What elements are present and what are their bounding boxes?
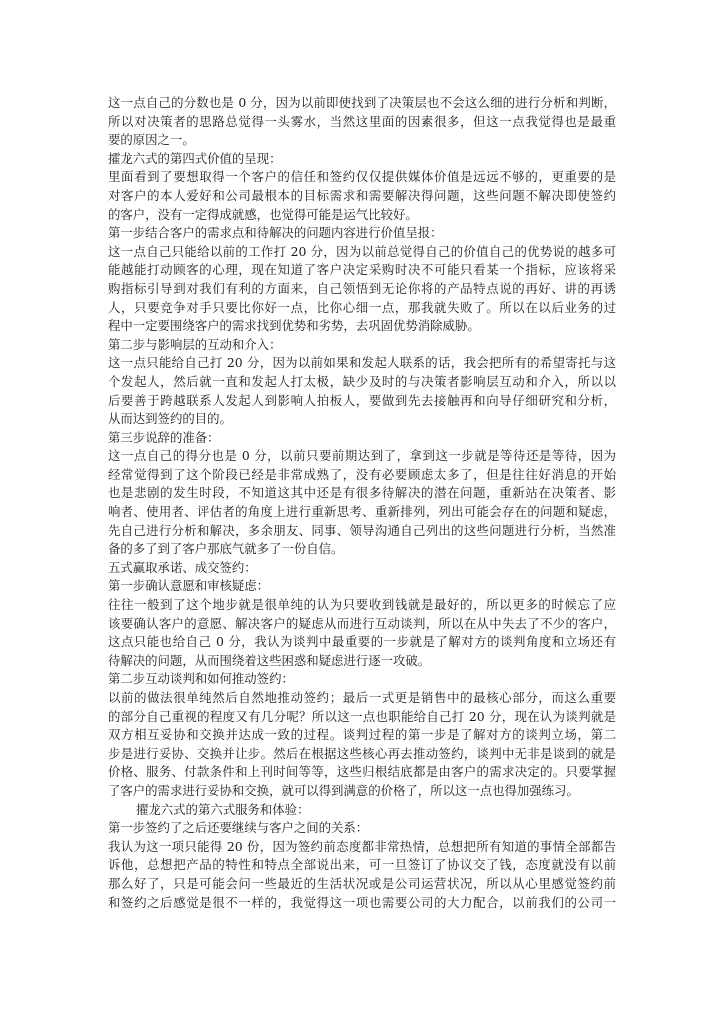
text-line: 先自己进行分析和解决，多余朋友、同事、领导沟通自己列出的这些问题进行分析，当然准 [108, 522, 616, 538]
text-line: 里面看到了要想取得一个客户的信任和签约仅仅提供媒体价值是远远不够的，更重要的是 [108, 169, 616, 185]
text-line: 以前的做法很单纯然后自然地推动签约；最后一式更是销售中的最核心部分，而这么重要 [108, 690, 616, 705]
text-line: 和签约之后感觉是很不一样的，我觉得这一项也需要公司的大力配合，以前我们的公司一 [108, 894, 616, 910]
text-line: 所以对决策者的思路总觉得一头雾水，当然这里面的因素很多，但这一点我觉得也是最重 [108, 113, 616, 129]
text-line: 第三步说辞的准备： [108, 429, 220, 445]
text-line: 要的原因之一。 [108, 132, 195, 148]
text-line: 往往一般到了这个地步就是很单纯的认为只要收到钱就是最好的，所以更多的时候忘了应 [108, 597, 616, 613]
text-line: 第一步签约了之后还要继续与客户之间的关系： [108, 820, 369, 836]
text-line: 双方相互妥协和交换并达成一致的过程。谈判过程的第一步是了解对方的谈判立场，第二 [108, 727, 616, 743]
text-line: 个发起人，然后就一直和发起人打太极，缺少及时的与决策者影响层互动和介入，所以以 [108, 373, 616, 389]
text-line: 第二步与影响层的互动和介入： [108, 336, 282, 352]
text-line: 价格、服务、付款条件和上刊时间等等，这些归根结底都是由客户的需求决定的。只要掌握 [108, 764, 616, 780]
text-line: 第一步确认意愿和审核疑虑： [108, 578, 270, 594]
text-line: 我认为这一项只能得 20 份，因为签约前态度都非常热情，总想把所有知道的事情全部都告 [108, 838, 616, 854]
text-line: 能越能打动顾客的心理，现在知道了客户决定采购时决不可能只看某一个指标，应该将采 [108, 262, 616, 278]
text-line: 备的多了到了客户那底气就多了一份自信。 [108, 541, 344, 557]
text-line: 那么好了，只是可能会问一些最近的生活状况或是公司运营状况，所以从心里感觉签约前 [108, 875, 616, 891]
text-line: 对客户的本人爱好和公司最根本的目标需求和需要解决得问题，这些问题不解决即使签约 [108, 187, 616, 203]
text-line: 待解决的问题，从而围绕着这些困惑和疑虑进行逐一攻破。 [108, 652, 431, 668]
text-line: 擢龙六式的第六式服务和体验： [136, 801, 310, 817]
text-line: 从而达到签约的目的。 [108, 411, 232, 427]
text-line: 步是进行妥协、交换并让步。然后在根据这些核心再去推动签约，谈判中无非是谈到的就是 [108, 745, 616, 761]
text-line: 诉他，总想把产品的特性和特点全部说出来，可一旦签订了协议交了钱，态度就没有以前 [108, 857, 616, 873]
text-line: 这一点自己只能给以前的工作打 20 分，因为以前总觉得自己的价值自己的优势说的越多可 [108, 243, 616, 259]
text-line: 第二步互动谈判和如何推动签约： [108, 671, 294, 687]
text-line: 了客户的需求进行妥协和交换，就可以得到满意的价格了，所以这一点也得加强练习。 [108, 782, 579, 798]
text-line: 这一点自己的得分也是 0 分，以前只要前期达到了，拿到这一步就是等待还是等待，因为 [108, 448, 616, 464]
text-line: 该要确认客户的意愿、解决客户的疑虑从而进行互动谈判，所以在从中失去了不少的客户， [108, 615, 616, 631]
text-line: 人，只要竞争对手只要比你好一点，比你心细一点，那我就失败了。所以在以后业务的过 [108, 299, 616, 315]
document-page [108, 94, 616, 912]
text-line: 也是悲剧的发生时段，不知道这其中还是有很多待解决的潜在问题，重新站在决策者、影 [108, 485, 616, 501]
text-line: 的部分自己重视的程度又有几分呢？所以这一点也职能给自己打 20 分，现在认为谈判就是 [108, 708, 616, 724]
text-line: 这点只能也给自己 0 分，我认为谈判中最重要的一步就是了解对方的谈判角度和立场还有 [108, 634, 616, 650]
text-line: 响者、使用者、评估者的角度上进行重新思考、重新排列，列出可能会存在的问题和疑虑， [108, 504, 616, 520]
text-line: 的客户，没有一定得成就感，也觉得可能是运气比较好。 [108, 206, 418, 222]
text-line: 程中一定要围绕客户的需求找到优势和劣势，去巩固优势消除威胁。 [108, 318, 480, 334]
text-line: 后要善于跨越联系人发起人到影响人拍板人，要做到先去接触再和向导仔细研究和分析， [108, 392, 616, 408]
text-line: 攉龙六式的第四式价值的呈现： [108, 150, 282, 166]
text-line: 经常觉得到了这个阶段已经是非常成熟了，没有必要顾虑太多了，但是往往好消息的开始 [108, 466, 616, 482]
text-line: 五式赢取承诺、成交签约： [108, 559, 257, 575]
text-line: 这一点只能给自己打 20 分，因为以前如果和发起人联系的话，我会把所有的希望寄托与这 [108, 355, 616, 371]
text-line: 第一步结合客户的需求点和待解决的问题内容进行价值呈报： [108, 225, 443, 241]
text-line: 这一点自己的分数也是 0 分，因为以前即使找到了决策层也不会这么细的进行分析和判断， [108, 95, 616, 110]
text-line: 购指标引导到对我们有利的方面来，自己领悟到无论你将的产品特点说的再好、讲的再诱 [108, 280, 616, 296]
